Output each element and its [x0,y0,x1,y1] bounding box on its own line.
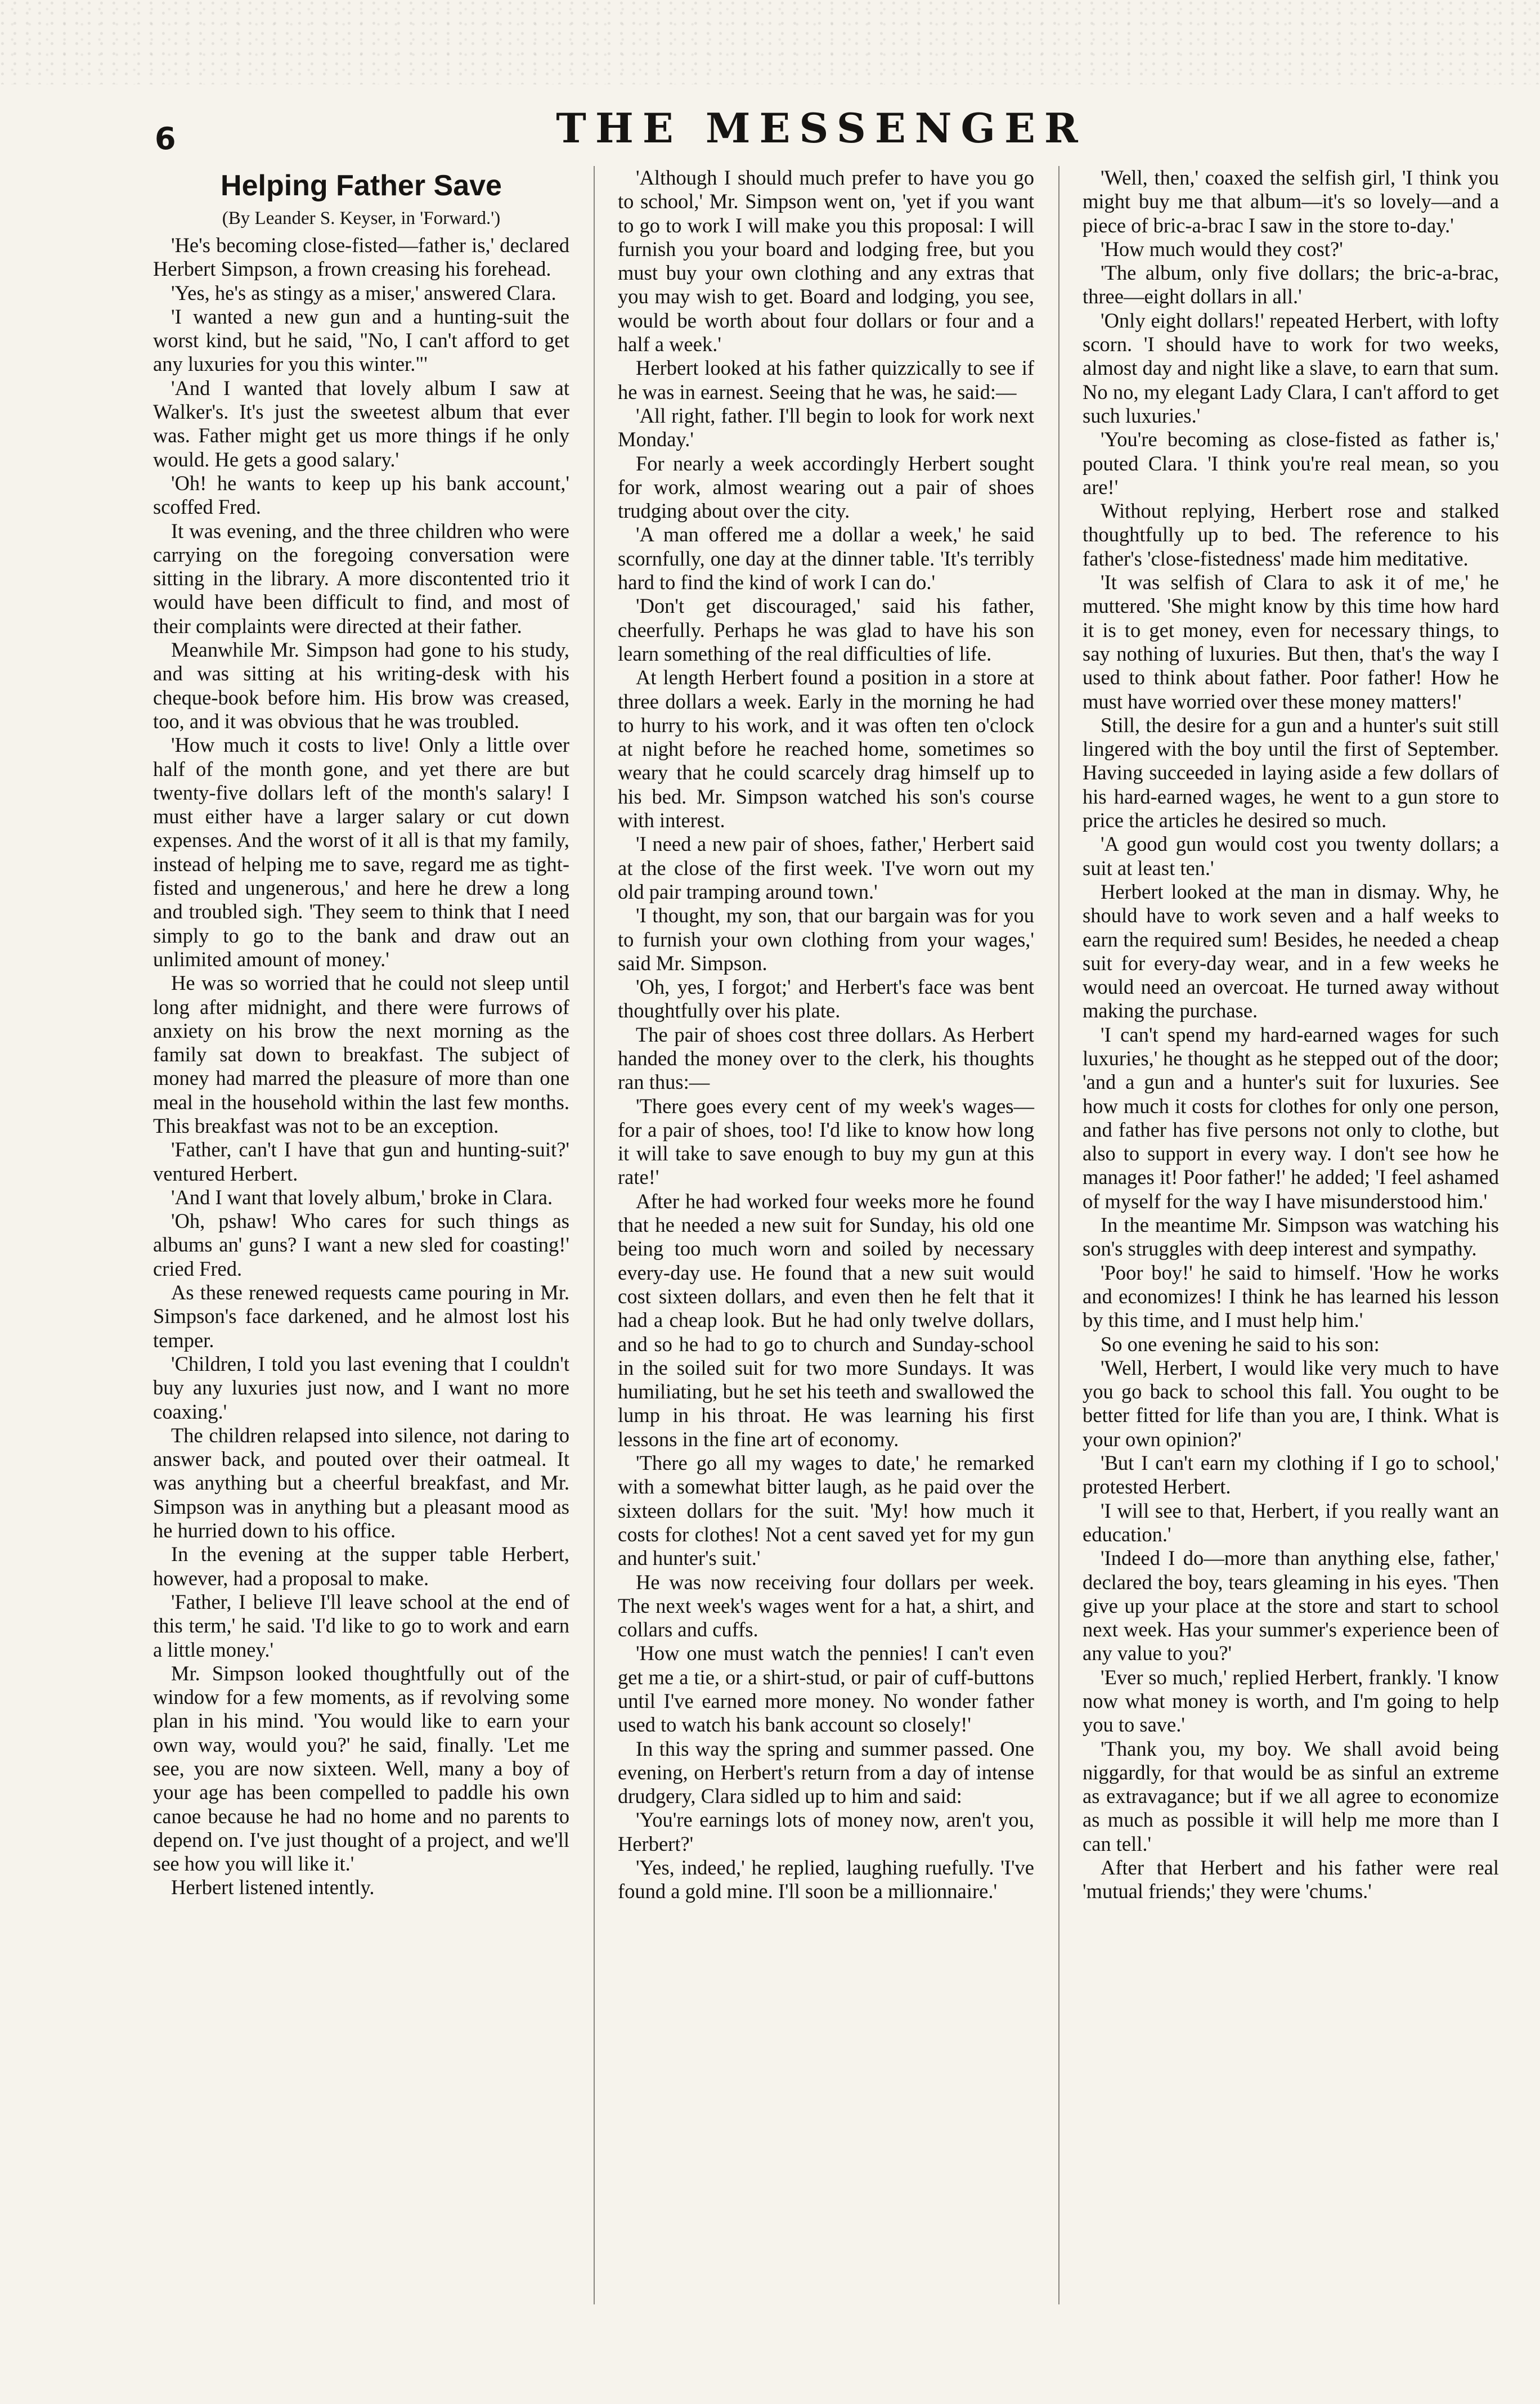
paragraph: 'Oh, yes, I forgot;' and Herbert's face was bent thoughtfully over his plate. [618,975,1034,1022]
column-3 [1083,166,1499,2304]
paragraph: 'Oh! he wants to keep up his bank account,' scoffed Fred. [153,471,569,519]
paragraph: 'Well, Herbert, I would like very much to have you go back to school this fall. You ought to be better fitted for life than you are, I think. What is your own opinion?' [1083,1356,1499,1451]
paragraph: 'Only eight dollars!' repeated Herbert, with lofty scorn. 'I should have to work for two weeks, almost day and night like a slave, to earn that sum. No no, my elegant Lady Clara, I can't afford to get such luxuries.' [1083,308,1499,427]
paragraph: 'But I can't earn my clothing if I go to school,' protested Herbert. [1083,1451,1499,1499]
page-number: 6 [155,121,176,156]
paragraph: 'Yes, he's as stingy as a miser,' answered Clara. [171,281,556,304]
paragraph: Mr. Simpson looked thoughtfully out of the window for a few moments, as if revolving some plan in his mind. 'You would like to earn your own way, would you?' he said, finally. 'Let me see, you are now sixteen. Well, many a boy of your age has been compelled to paddle his own canoe because he had no home and no parents to depend on. I've just thought of a project, and we'll see how you will like it.' [153,1661,569,1876]
paragraph: He was so worried that he could not sleep until long after midnight, and there were furrows of anxiety on his brow the next morning as the family sat down to breakfast. The subject of money had marred the pleasure of more than one meal in the household within the last few months. This breakfast was not to be an exception. [153,971,569,1137]
paragraph: 'You're becoming as close-fisted as father is,' pouted Clara. 'I think you're real mean, so you are!' [1083,428,1499,499]
paragraph: 'Thank you, my boy. We shall avoid being niggardly, for that would be as sinful an extreme as extravagance; but if we all agree to economize as much as possible it will help me more than I can tell.' [1083,1737,1499,1855]
paragraph: 'I can't spend my hard-earned wages for such luxuries,' he thought as he stepped out of the door; 'and a gun and a hunter's suit for luxuries. See how much it costs for clothes for only one person, and father has five persons not only to clothe, but also to support in every way. I don't see how he manages it! Poor father!' he added; 'I feel ashamed of myself for the way I have misunderstood him.' [1083,1022,1499,1213]
paragraph: Without replying, Herbert rose and stalked thoughtfully up to bed. The reference to his father's 'close-fistedness' made him meditative. [1083,499,1499,570]
paragraph: 'It was selfish of Clara to ask it of me,' he muttered. 'She might know by this time how hard it is to get money, even for necessary things, to say nothing of luxuries. But then, that's the way I used to think about father. Poor father! How he must have worried over these money matters!' [1083,571,1499,713]
paragraph: For nearly a week accordingly Herbert sought for work, almost wearing out a pair of shoes trudging about over the city. [618,451,1034,523]
paragraph: 'I wanted a new gun and a hunting-suit the worst kind, but he said, "No, I can't afford to get any luxuries for you this winter."' [153,304,569,376]
paragraph: 'You're earnings lots of money now, aren't you, Herbert?' [618,1808,1034,1855]
paragraph: 'I thought, my son, that our bargain was for you to furnish your own clothing from your wages,' said Mr. Simpson. [618,904,1034,975]
paragraph: He was now receiving four dollars per week. The next week's wages went for a hat, a shirt, and collars and cuffs. [618,1570,1034,1641]
paragraph: 'Oh, pshaw! Who cares for such things as albums an' guns? I want a new sled for coasting!' cried Fred. [153,1209,569,1280]
paragraph: At length Herbert found a position in a store at three dollars a week. Early in the morning he had to hurry to his work, and it was often ten o'clock at night before he reached home, sometimes so weary that he could scarcely drag himself up to his bed. Mr. Simpson watched his son's course with interest. [618,666,1034,832]
paragraph: Meanwhile Mr. Simpson had gone to his study, and was sitting at his writing-desk with his cheque-book before him. His brow was creased, too, and it was obvious that he was troubled. [153,638,569,733]
paragraph: 'A man offered me a dollar a week,' he said scornfully, one day at the dinner table. 'It's terribly hard to find the kind of work I can do.' [618,523,1034,594]
paragraph: 'Ever so much,' replied Herbert, frankly. 'I know now what money is worth, and I'm going to help you to save.' [1083,1665,1499,1737]
paragraph: 'I need a new pair of shoes, father,' Herbert said at the close of the first week. 'I've worn out my old pair tramping around town.' [618,832,1034,903]
paragraph: 'How much would they cost?' [1101,237,1343,261]
article-title: Helping Father Save [221,169,502,202]
paragraph: 'And I wanted that lovely album I saw at Walker's. It's just the sweetest album that ever was. Father might get us more things if he only would. He gets a good salary.' [153,376,569,471]
paragraph: 'I will see to that, Herbert, if you really want an education.' [1083,1499,1499,1546]
paragraph: Herbert listened intently. [171,1876,375,1899]
paragraph: In the evening at the supper table Herbert, however, had a proposal to make. [153,1542,569,1590]
column-1-body [153,234,569,1900]
paragraph: 'There goes every cent of my week's wages—for a pair of shoes, too! I'd like to know how long it will take to save enough to buy my gun at this rate!' [618,1094,1034,1189]
column-3-body [1083,166,1499,1904]
paragraph: In the meantime Mr. Simpson was watching his son's struggles with deep interest and sympathy. [1083,1213,1499,1261]
masthead [143,104,1499,155]
article-byline: (By Leander S. Keyser, in 'Forward.') [222,208,501,228]
paragraph: 'How much it costs to live! Only a little over half of the month gone, and yet there are but twenty-five dollars left of the month's salary! I must either have a larger salary or cut down expenses. And the worst of it all is that my family, instead of helping me to save, regard me as tight-fisted and ungenerous,' and here he drew a long and troubled sigh. 'They seem to think that I need simply to go to the bank and draw out an unlimited amount of money.' [153,733,569,971]
paragraph: 'And I want that lovely album,' broke in Clara. [171,1185,553,1209]
paragraph: So one evening he said to his son: [1101,1332,1380,1356]
paragraph: 'Indeed I do—more than anything else, father,' declared the boy, tears gleaming in his eyes. 'Then give up your place at the store and start to school next week. Has your summer's experience been of any value to you?' [1083,1546,1499,1665]
paragraph: Still, the desire for a gun and a hunter's suit still lingered with the boy until the first of September. Having succeeded in laying aside a few dollars of his hard-earned wages, he went to a gun store to price the articles he desired so much. [1083,713,1499,832]
paragraph: In this way the spring and summer passed. One evening, on Herbert's return from a day of intense drudgery, Clara sidled up to him and said: [618,1737,1034,1808]
paragraph: 'Don't get discouraged,' said his father, cheerfully. Perhaps he was glad to have his son learn something of the real difficulties of life. [618,594,1034,665]
paragraph: 'He's becoming close-fisted—father is,' declared Herbert Simpson, a frown creasing his forehead. [153,234,569,281]
paragraph: It was evening, and the three children who were carrying on the foregoing conversation were sitting in the library. A more discontented trio it would have been difficult to find, and most of their complaints were directed at their father. [153,519,569,638]
paragraph: The children relapsed into silence, not daring to answer back, and pouted over their oatmeal. It was anything but a cheerful breakfast, and Mr. Simpson was in anything but a pleasant mood as he hurried down to his office. [153,1423,569,1542]
column-1 [153,166,569,2304]
paragraph: 'Well, then,' coaxed the selfish girl, 'I think you might buy me that album—it's so lovely—and a piece of bric-a-brac I saw in the store to-day.' [1083,166,1499,237]
paragraph: 'A good gun would cost you twenty dollars; a suit at least ten.' [1083,832,1499,880]
paragraph: 'All right, father. I'll begin to look for work next Monday.' [618,403,1034,451]
scan-speckle [0,0,1540,84]
paragraph: Herbert looked at his father quizzically to see if he was in earnest. Seeing that he was, he said:— [618,356,1034,403]
paragraph: 'Father, can't I have that gun and hunting-suit?' ventured Herbert. [153,1138,569,1185]
paragraph: Herbert looked at the man in dismay. Why, he should have to work seven and a half weeks to earn the required sum! Besides, he needed a cheap suit for every-day wear, and in a few weeks he would need an overcoat. He turned away without making the purchase. [1083,880,1499,1022]
column-2 [618,166,1034,2304]
paragraph: After that Herbert and his father were real 'mutual friends;' they were 'chums.' [1083,1856,1499,1903]
paragraph: 'Although I should much prefer to have you go to school,' Mr. Simpson went on, 'yet if you want to go to work I will make you this proposal: I will furnish you your board and lodging free, but you must buy your own clothing and any extras that you may wish to get. Board and lodging, you see, would be worth about four dollars or four and a half a week.' [618,166,1034,356]
paragraph: 'The album, only five dollars; the bric-a-brac, three—eight dollars in all.' [1083,261,1499,308]
paper-title: THE MESSENGER [556,104,1087,152]
paragraph: 'Poor boy!' he said to himself. 'How he works and economizes! I think he has learned his lesson by this time, and I must help him.' [1083,1261,1499,1332]
article-columns [153,166,1499,2304]
paragraph: 'Yes, indeed,' he replied, laughing ruefully. 'I've found a gold mine. I'll soon be a millionnaire.' [618,1856,1034,1903]
paragraph: As these renewed requests came pouring in Mr. Simpson's face darkened, and he almost lost his temper. [153,1281,569,1352]
paragraph: 'How one must watch the pennies! I can't even get me a tie, or a shirt-stud, or pair of cuff-buttons until I've earned more money. No wonder father used to watch his bank account so closely!' [618,1641,1034,1737]
paragraph: 'Father, I believe I'll leave school at the end of this term,' he said. 'I'd like to go to work and earn a little money.' [153,1590,569,1661]
paragraph: The pair of shoes cost three dollars. As Herbert handed the money over to the clerk, his thoughts ran thus:— [618,1022,1034,1094]
paragraph: After he had worked four weeks more he found that he needed a new suit for Sunday, his old one being too much worn and soiled by necessary every-day use. He found that a new suit would cost sixteen dollars, and even then he felt that it had a cheap look. But he had only twelve dollars, and so he had to go to church and Sunday-school in the soiled suit for two more Sundays. It was humiliating, but he set his teeth and swallowed the lump in his throat. He was learning his first lessons in the fine art of economy. [618,1189,1034,1451]
paragraph: 'There go all my wages to date,' he remarked with a somewhat bitter laugh, as he paid over the sixteen dollars for the suit. 'My! how much it costs for clothes! Not a cent saved yet for my gun and hunter's suit.' [618,1451,1034,1570]
column-2-body [618,166,1034,1904]
paragraph: 'Children, I told you last evening that I couldn't buy any luxuries just now, and I want no more coaxing.' [153,1352,569,1423]
